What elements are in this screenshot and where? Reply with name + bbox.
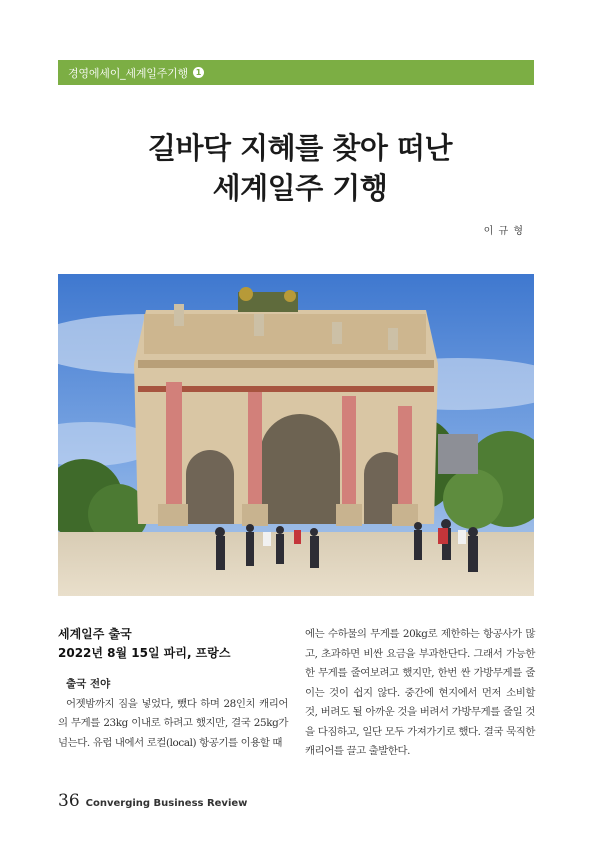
- section-title-2: 2022년 8월 15일 파리, 프랑스: [58, 646, 231, 660]
- series-number-badge: 1: [193, 67, 204, 78]
- arch-photo: [58, 274, 534, 596]
- series-label: 경영에세이_세계일주기행: [68, 66, 188, 80]
- article-column-right: [305, 625, 535, 762]
- article-title: [0, 128, 600, 208]
- paragraph-left: 어젯밤까지 짐을 넣었다, 뺐다 하며 28인치 캐리어의 무게를 23kg 이내로 하려고 했지만, 결국 25kg가 넘는다. 유럽 내에서 로컬(local) 항공기를 이용할 때: [58, 697, 288, 749]
- page-number: 36: [58, 791, 80, 811]
- title-line-2: 세계일주 기행: [212, 171, 388, 205]
- title-line-1: 길바닥 지혜를 찾아 떠난: [148, 131, 452, 165]
- article-column-left: [58, 625, 288, 753]
- section-title-1: 세계일주 출국: [58, 627, 132, 641]
- paragraph-right: 에는 수하물의 무게를 20kg로 제한하는 항공사가 많고, 초과하면 비싼 요금을 부과한단다. 그래서 가능한 한 무게를 줄여보려고 했지만, 한번 싼 가방무게를 줄이는 것이 쉽지 않다. 중간에 현지에서 먼저 소비할 것, 버려도 될 아까운 것을 버려서 가방무게를 줄일 것을 다짐하고, 일단 모두 가져가기로 했다. 결국 묵직한 캐리어를 끌고 출발한다.: [305, 628, 535, 757]
- publication-name: Converging Business Review: [85, 798, 248, 809]
- subheading: 출국 전야: [66, 678, 111, 690]
- page-footer: [58, 791, 247, 811]
- series-banner: [58, 60, 534, 85]
- author-name: 이 규 형: [483, 226, 524, 237]
